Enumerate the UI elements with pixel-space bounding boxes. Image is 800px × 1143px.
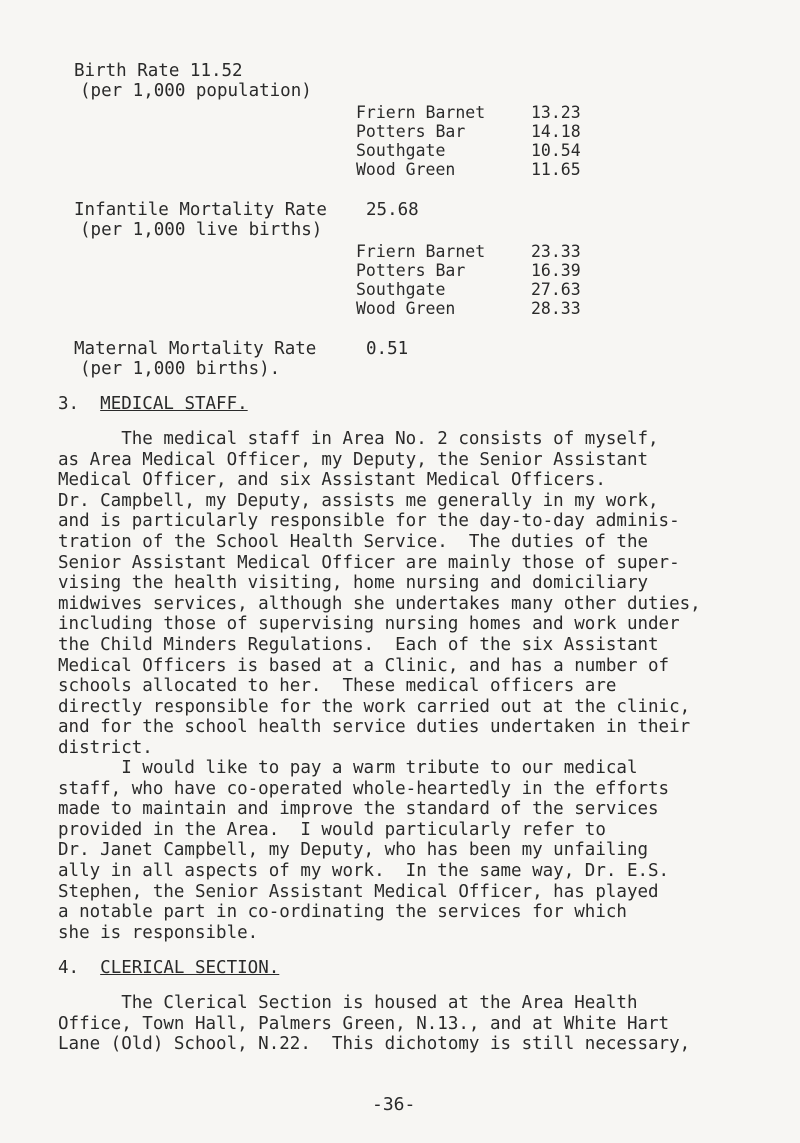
district-name: Wood Green [356, 160, 456, 179]
medical-staff-paragraph-1 [58, 429, 758, 759]
text-line: vising the health visiting, home nursing and domiciliary [58, 573, 649, 594]
maternal-mortality-basis: (per 1,000 births). [80, 359, 281, 379]
text-line: The medical staff in Area No. 2 consists of myself, [58, 429, 659, 449]
section-title: MEDICAL STAFF. [100, 394, 248, 414]
district-value: 10.54 [531, 141, 581, 160]
district-value: 27.63 [531, 280, 581, 299]
birth-rate-label: Birth Rate 11.52 [74, 61, 243, 81]
text-line: including those of supervising nursing homes and work under [58, 614, 680, 635]
district-name: Southgate [356, 280, 446, 299]
district-value: 23.33 [531, 242, 581, 261]
medical-staff-paragraph-2 [58, 758, 758, 943]
page-number: -36- [372, 1094, 416, 1115]
text-line: Office, Town Hall, Palmers Green, N.13., and at White Hart [58, 1013, 670, 1034]
district-value: 13.23 [531, 103, 581, 122]
text-line: Medical Officers is based at a Clinic, and has a number of [58, 655, 670, 676]
district-name: Friern Barnet [356, 103, 486, 122]
text-line: Senior Assistant Medical Officer are mainly those of super- [58, 552, 680, 573]
text-line: made to maintain and improve the standard of the services [58, 799, 659, 820]
infant-mortality-value: 25.68 [366, 200, 419, 220]
text-line: I would like to pay a warm tribute to our medical [58, 758, 638, 778]
district-value: 14.18 [531, 122, 581, 141]
text-line: Lane (Old) School, N.22. This dichotomy is still necessary, [58, 1034, 691, 1055]
birth-rate-value: 11.52 [189, 61, 243, 81]
district-name: Friern Barnet [356, 242, 486, 261]
text-line: The Clerical Section is housed at the Area Health [58, 993, 638, 1013]
text-line: district. [58, 737, 153, 758]
text-line: tration of the School Health Service. The duties of the [58, 531, 649, 552]
text-line: Dr. Campbell, my Deputy, assists me generally in my work, [58, 490, 659, 511]
infant-mortality-label: Infantile Mortality Rate [74, 200, 327, 220]
maternal-mortality-value: 0.51 [366, 339, 409, 359]
text-line: ally in all aspects of my work. In the same way, Dr. E.S. [58, 860, 670, 881]
section-heading-clerical-section: 4. CLERICAL SECTION. [58, 958, 280, 978]
district-value: 16.39 [531, 261, 581, 280]
text-line: directly responsible for the work carried out at the clinic, [58, 696, 691, 717]
maternal-mortality-label: Maternal Mortality Rate [74, 339, 317, 359]
birth-rate-basis: (per 1,000 population) [80, 81, 312, 101]
infant-mortality-basis: (per 1,000 live births) [80, 220, 323, 240]
text-line: midwives services, although she undertakes many other duties, [58, 593, 701, 614]
text-line: the Child Minders Regulations. Each of the six Assistant [58, 634, 659, 655]
district-name: Southgate [356, 141, 446, 160]
district-name: Potters Bar [356, 122, 466, 141]
text-line: provided in the Area. I would particularly refer to [58, 819, 606, 840]
text-line: Dr. Janet Campbell, my Deputy, who has been my unfailing [58, 840, 649, 861]
text-line: a notable part in co-ordinating the services for which [58, 902, 627, 923]
district-name: Potters Bar [356, 261, 466, 280]
section-title: CLERICAL SECTION. [100, 958, 280, 978]
text-line: staff, who have co-operated whole-heartedly in the efforts [58, 778, 670, 799]
district-value: 28.33 [531, 299, 581, 318]
text-line: and for the school health service duties undertaken in their [58, 717, 691, 738]
text-line: schools allocated to her. These medical officers are [58, 676, 617, 697]
text-line: as Area Medical Officer, my Deputy, the Senior Assistant [58, 449, 649, 470]
district-value: 11.65 [531, 160, 581, 179]
district-name: Wood Green [356, 299, 456, 318]
clerical-section-paragraph-1 [58, 993, 758, 1055]
text-line: she is responsible. [58, 922, 259, 943]
section-heading-medical-staff: 3. MEDICAL STAFF. [58, 394, 248, 414]
text-line: Medical Officer, and six Assistant Medical Officers. [58, 470, 606, 491]
text-line: and is particularly responsible for the day-to-day adminis- [58, 511, 680, 532]
text-line: Stephen, the Senior Assistant Medical Officer, has played [58, 881, 659, 902]
